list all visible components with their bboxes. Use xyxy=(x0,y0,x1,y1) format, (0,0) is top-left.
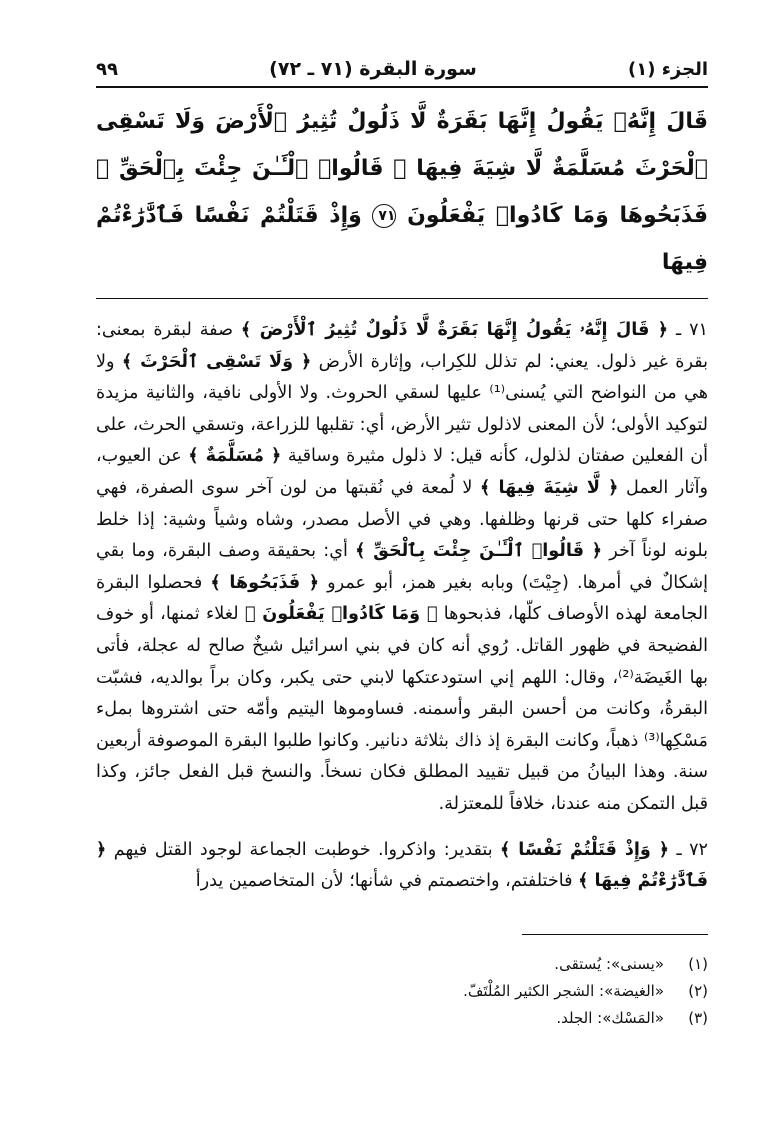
part-label: الجزء (١) xyxy=(627,59,708,80)
commentary-paragraph-72 xyxy=(96,835,708,898)
verse-rule xyxy=(96,298,708,299)
commentary-text: لا لُمعة في نُقبتها من لون آخر سوى الصفرة، فهي صفراء كلها حتى قرنها وظلفها. وهي في الأصل مصدر، وشاه وشياً وشية: إذا خلط بلونه لوناً آخر xyxy=(96,477,708,562)
quran-quote: ﴿ فَذَبَحُوهَا ﴾ xyxy=(210,572,320,593)
commentary-text: فحصلوا البقرة الجامعة لهذه الأوصاف كلّها، فذبحوها xyxy=(96,572,708,625)
quran-quote: ﴿ وَإِذْ قَتَلْتُمْ نَفْسًا ﴾ xyxy=(500,839,670,860)
surah-title: سورة البقرة (٧١ ـ ٧٢) xyxy=(269,58,477,80)
quran-quote: ﴿ لَّا شِيَةَ فِيهَا ﴾ xyxy=(480,477,619,498)
verse-number-marker: ٧١ xyxy=(372,204,396,228)
commentary-paragraph-71 xyxy=(96,315,708,821)
page-number: ٩٩ xyxy=(96,59,118,80)
footnote-number: (٢) xyxy=(688,981,708,1000)
commentary-text: ٧٢ ـ xyxy=(669,839,708,860)
book-page xyxy=(96,52,708,1032)
quran-quote: ﴿ قَالُوا۟ ٱلْـَٔـٰنَ جِئْتَ بِٱلْحَقِّ ﴾ xyxy=(355,541,603,562)
footnote-text: «الغيضة»: الشجر الكثير المُلْتَفّ. xyxy=(463,981,664,1000)
commentary-text: ولا هي من النواضح التي يُسنى⁽¹⁾ عليها لسقي الحروث. ولا الأولى نافية، والثانية مزيدة لتوكيد الأولى؛ لأن المعنى لاذلول تثير الأرض، أي: تقلبها للزراعة، وتسقي الحرث، على أن الفعلين صفتان لذلول، كأنه قيل: لا ذلول مثيرة وساقية xyxy=(96,351,708,467)
page-header xyxy=(96,52,708,86)
commentary-text: ٧١ ـ xyxy=(668,320,708,340)
footnote-text: «يسنى»: يُستقى. xyxy=(554,954,664,973)
quran-quote: ﴿ فَٱدَّٰرَٰءْتُمْ فِيهَا ﴾ xyxy=(96,839,708,892)
footnotes xyxy=(96,951,708,1032)
commentary-text: فاختلفتم، واختصمتم في شأنها؛ لأن المتخاصمين يدرأ xyxy=(195,871,579,892)
footnote-item xyxy=(96,978,708,1005)
footnote-text: «المَسْك»: الجلد. xyxy=(556,1008,664,1027)
footnote-item xyxy=(96,951,708,978)
quran-quote: ﴿ قَالَ إِنَّهُۥ يَقُولُ إِنَّهَا بَقَرَةٌ لَّا ذَلُولٌ تُثِيرُ ٱلْأَرْضَ ﴾ xyxy=(240,320,669,340)
quran-quote: ﴿ وَلَا تَسْقِى ٱلْحَرْثَ ﴾ xyxy=(121,351,312,372)
commentary-text: أي: بحقيقة وصف البقرة، وما بقي إشكالٌ في أمرها. (جِيْتَ) وبابه بغير همز، أبو عمرو xyxy=(96,541,708,593)
quran-quote: ﴿ وَمَا كَادُوا۟ يَفْعَلُونَ ﴾ xyxy=(244,604,438,625)
quran-verse-block xyxy=(96,98,708,286)
commentary-text: لغلاء ثمنها، أو خوف الفضيحة في ظهور القاتل. رُوي أنه كان في بني اسرائيل شيخٌ صالح له عجلة، فأتى بها الغَيضَة⁽²⁾، وقال: اللهم إني استودعتكها لابني حتى يكبر، وكان براً بوالديه، فشبّت البقرةُ، وكانت من أحسن البقر وأسمنه. فساوموها اليتيم وأمّه حتى اشتروها بملء مَسْكِها⁽³⁾ ذهباً، وكانت البقرة إذ ذاك بثلاثة دنانير. وكانوا طلبوا البقرة الموصوفة أربعين سنة. وهذا البيانُ من قبيل تقييد المطلق فكان نسخاً. والنسخ قبل الفعل جائز، وكذا قبل التمكن منه عندنا، خلافاً للمعتزلة. xyxy=(96,604,708,814)
verse-text-72: وَإِذْ قَتَلْتُمْ نَفْسًا فَٱدَّٰرَٰءْتُمْ فِيهَا xyxy=(96,203,708,275)
footnote-rule xyxy=(522,934,708,935)
commentary xyxy=(96,315,708,898)
footnote-number: (٣) xyxy=(688,1008,708,1027)
verse-text-71: قَالَ إِنَّهُۥ يَقُولُ إِنَّهَا بَقَرَةٌ لَّا ذَلُولٌ تُثِيرُ ٱلْأَرْضَ وَلَا تَسْقِى ٱلْحَرْثَ مُسَلَّمَةٌ لَّا شِيَةَ فِيهَا ۚ قَالُوا۟ ٱلْـَٔـٰنَ جِئْتَ بِٱلْحَقِّ ۚ فَذَبَحُوهَا وَمَا كَادُوا۟ يَفْعَلُونَ xyxy=(96,109,708,228)
footnote-number: (١) xyxy=(688,954,708,973)
footnote-item xyxy=(96,1005,708,1032)
commentary-text: عن العيوب، وآثار العمل xyxy=(96,446,709,498)
commentary-text: بتقدير: واذكروا. خوطبت الجماعة لوجود القتل فيهم xyxy=(106,839,501,860)
quran-quote: ﴿ مُسَلَّمَةٌ ﴾ xyxy=(188,446,282,467)
header-rule xyxy=(96,86,708,88)
commentary-text: صفة لبقرة بمعنى: بقرة غير ذلول. يعني: لم تذلل للكِراب، وإثارة الأرض xyxy=(96,320,708,372)
